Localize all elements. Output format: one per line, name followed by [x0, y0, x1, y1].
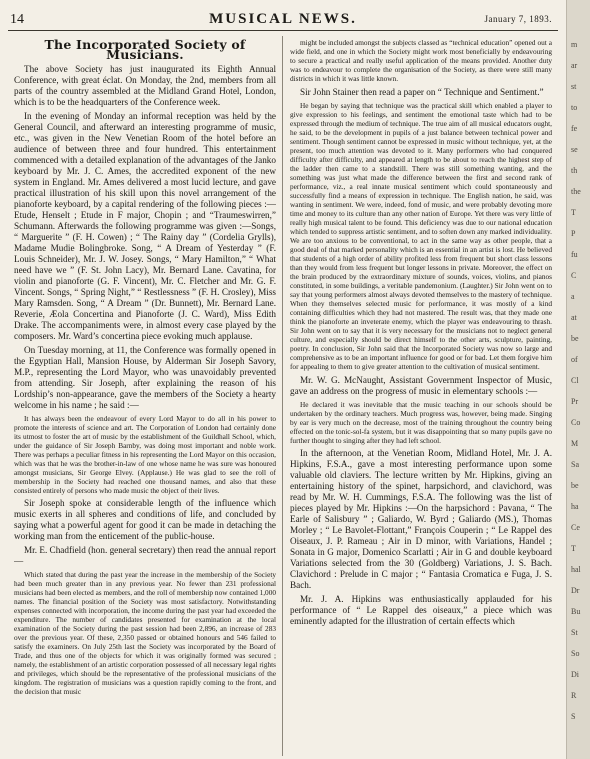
adjacent-page-fragment: Dr: [571, 586, 580, 595]
adjacent-page-fragment: Co: [571, 418, 581, 427]
paragraph: On Tuesday morning, at 11, the Conference was formally opened in the Egyptian Hall, Mansion House, by Alderman Sir Joseph Savory, M.P., representing the Lord Mayor, who was unavoidably prevented from attending. Sir Joseph, after explaining the reason of his Lordship’s non-appearance, gave the members of the Society a hearty welcome in his name ; he said :—: [14, 345, 276, 411]
adjacent-page-fragment: C: [571, 271, 577, 280]
masthead: MUSICAL NEWS.: [209, 11, 357, 27]
paragraph: The above Society has just inaugurated its Eighth Annual Conference, with great éclat. On Monday, the 2nd, members from all parts of the country assembled at the Midland Grand Hotel, London, which is to be the headquarters of the Conference week.: [14, 64, 276, 108]
left-column-body: [14, 64, 276, 696]
adjacent-page-fragment: R: [571, 691, 577, 700]
right-column: [290, 38, 552, 756]
adjacent-page-fragment: fu: [571, 250, 578, 259]
speaker-heading: Mr. W. G. McNaught, Assistant Government Inspector of Music, gave an address on the progress of music in elementary schools :—: [290, 375, 552, 396]
paragraph: He declared it was inevitable that the music teaching in our schools should be undertaken by the ordinary teachers. Much progress was, however, being made. Singing by ear is very much on the decrease, most of the training throughout the country being effected on the tonic-sol-fa system, but it was disappointing that so many pupils gave no further thought to singing after they had left school.: [290, 400, 552, 445]
adjacent-page-fragment: ha: [571, 502, 579, 511]
adjacent-page-fragment: of: [571, 355, 578, 364]
column-divider: [282, 36, 283, 756]
adjacent-page-fragment: se: [571, 145, 578, 154]
adjacent-page-fragment: Di: [571, 670, 579, 679]
page-number: 14: [10, 12, 24, 27]
paragraph: Sir Joseph spoke at considerable length of the influence which music exerts in all spheres and conditions of life, and concluded by saying what a powerful agent for good it can be made in detaching the working man from the enticement of the public-house.: [14, 498, 276, 542]
adjacent-page-fragment: at: [571, 313, 577, 322]
adjacent-page-fragment: P: [571, 229, 576, 238]
adjacent-page-fragment: Bu: [571, 607, 581, 616]
adjacent-page-fragment: be: [571, 334, 579, 343]
adjacent-page-fragment: T: [571, 544, 576, 553]
adjacent-page-fragment: be: [571, 481, 579, 490]
paragraph: Mr. E. Chadfield (hon. general secretary) then read the annual report—: [14, 545, 276, 567]
adjacent-page-fragment: Cl: [571, 376, 579, 385]
right-column-body: [290, 38, 552, 627]
adjacent-page-fragment: st: [571, 82, 577, 91]
adjacent-page-fragment: T: [571, 208, 576, 217]
adjacent-page-fragment: to: [571, 103, 578, 112]
paragraph: In the afternoon, at the Venetian Room, Midland Hotel, Mr. J. A. Hipkins, F.S.A., gave a most interesting performance upon some valuable old claviers. The lecture written by Mr. Hipkins, giving an entertaining history of the spinet, harpsichord, and clavichord, was read by Mr. W. H. Cummings, F.S.A. The following was the list of pieces played by Mr. Hipkins :—On the harpsichord : Pavana, “ The Earle of Salisbury ” ; Galiardo, W. Byrd ; Galiardo (MS.), Thomas Morley ; “ Le Bavolet-Flottant,” François Couperin ; “ Le Rappel des Oiseaux, J. P. Rameau ; Air in D minor, with Variations, Handel ; Sonata in G major, Domenico Scarlatti ; Air in G and double keyboard Variations selected from the 30 (Goldberg) Variations, J. S. Bach. Clavichord : Prelude in C major ; “ Fantasia Cromatica e Fuga, J. S. Bach.: [290, 448, 552, 590]
left-column: [14, 38, 276, 756]
adjacent-page-fragment: Ce: [571, 523, 580, 532]
paragraph: might be included amongst the subjects classed as “technical education” opened out a wide field, and one in which the Society might work most beneficially by endeavouring to secure a practical and really useful application of the means provided. Another duty was to endeavour to complete the organisation of the Society, as there were still many districts in which it was little known.: [290, 38, 552, 83]
page-header: [8, 10, 558, 31]
paragraph: He began by saying that technique was the practical skill which enabled a player to give expression to his feelings, and sentiment the emotional taste which had to be expressed through the medium of technique. The true aim of all musical educators ought, he said, to be the development in pupils of a just balance between technical power and sentiment. Though sentiment cannot be expressed in music without technique, yet, at the present, too much attention was devoted to it. Many performers who had conquered difficulty after difficulty, and appeared at length to be about to reach the highest step of the ladder then came to a standstill. There was still something wanting, and the something was just what made the difference between the first and second rank of performance, viz., a real innate musical sentiment which could spontaneously and successfully find a means of expression in technique. The English nation, he said, was wanting in sentiment. We were, indeed, fond of music, and were probably devoting more time and money to its culture than any other nation of Europe. Yet there was very little of really high musical talent to be found. This deficiency was due to our national education which tended to suppress artistic sentiment, and to soften down any marked individuality. We are too anxious to be conventional, to act in the same way as other people, that a good deal of that marked personality which is an essential in an artist is lost. He believed that students of a high order of ability profited less from frequent but short class lessons than they would from less frequent but longer lessons in private. Moreover, the effect on the brain produced by the extraordinary mixture of sounds, voices, violins, and pianos constituted, in some buildings, a veritable pandemonium. (Laughter.) Sir John went on to say that young performers almost always devoted themselves to the mastery of technique. When they themselves selected music for performance, it was mostly of a kind containing difficulties which they had not mastered. The result was, that they made one think the pianoforte an inveterate enemy, which the player was endeavouring to thrash. Sir John went on to say that it is very necessary for the musicians not to neglect general culture, and especially should be direct himself to the other arts, sculpture, painting, poetry. In conclusion, Sir John said that the Incorporated Society was now so large and comprehensive as to be an important influence for good or for bad. Let them forgive him for appealing to them to give greater attention to the cultivation of musical sentiment.: [290, 101, 552, 371]
adjacent-page-fragment: S: [571, 712, 576, 721]
paragraph: Which stated that during the past year the increase in the membership of the Society had been much greater than in any previous year. No fewer than 231 professional musicians had been elected as members, and the roll of membership now contained 1,000 names. The financial position of the Society was most satisfactory. Notwithstanding expenses connected with incorporation, the income during the past year had exceeded the expenditure. The number of candidates presented for examination at the local examination of the Society during the past session had been 2,896, an increase of 283 over the previous year. Of these, 2,350 passed or obtained honours and 546 failed to satisfy the examiners. On July 25th last the Society was incorporated by the Board of Trade, and thus one of the objects for which it was originally formed was secured ; namely, the establishment of an artistic corporation possessed of all necessary legal rights and privileges, which should be the representative of the professional musicians of the kingdom. The registration of musicians was a question rapidly coming to the front, and the decision that music: [14, 570, 276, 697]
adjacent-page-fragment: M: [571, 439, 579, 448]
adjacent-page-fragment: m: [571, 40, 578, 49]
adjacent-page-fragment: the: [571, 187, 581, 196]
paragraph: In the evening of Monday an informal reception was held by the General Council, and afterward an interesting programme of music, etc., was given in the New Venetian Room of the hotel before an audience of between three and four hundred. This entertainment commenced with a detailed explanation of the advantages of the Janko keyboard by Mr. J. C. Ames, the accredited exponent of the new system in England. Mr. Ames delivered a most lucid lecture, and gave practical illustration of his skill upon this novel arrangement of the pianoforte keyboard, by a capital rendering of the following pieces :—Etude, Henselt ; Etude in F major, Chopin ; and “Traumeswirren,” Schumann. Afterwards the following programme was given :—Songs, “ Marguerite ” (F. H. Cowen) ; “ The Rainy day ” (Cordelia Grylls), Madame Mudie Bolingbroke. Song, “ A Dream of Yesterday ” (F. Louis Schneider), Mr. J. W. Josey. Songs, “ Mary Hamilton,” “ What need have we ” (F. St. John Lacy), Mr. Bernard Lane. Cavatina, for violin and pianoforte (G. F. Vincent), Mr. C. Fletcher and Mr. G. F. Vincent. Songs, “ Spring Night,” “ Restlessness ” (F. H. Crosley), Miss Mary Ramsden. Song, “ A Dream ” (Dr. Bunnett), Mr. Bernard Lane. Reverie, Æola Concertina and Pianoforte (J. C. Ward), Miss Edith Drake. The accompaniments were, in almost every case played by the composers. Mr. Ward’s concertina piece evoking much applause.: [14, 111, 276, 342]
adjacent-page-fragment: So: [571, 649, 580, 658]
adjacent-page-fragment: Sa: [571, 460, 579, 469]
adjacent-page-fragment: fe: [571, 124, 578, 133]
paragraph: It has always been the endeavour of every Lord Mayor to do all in his power to promote the interests of science and art. The Corporation of London had certainly done its utmost to foster the art of music by the establishment of the Guildhall School, which, under the guidance of Sir Joseph Barnby, was doing most important and noble work. There was perhaps a peculiar fitness in his representing the Lord Mayor on this occasion, which was that he was the brother-in-law of one whose name he was sure was honoured amongst musicians, Sir George Elvey. (Applause.) He was glad to see the roll of membership in the Society had reached one thousand names, and also that these consisted entirely of persons who made music the object of their lives.: [14, 414, 276, 496]
article-title: The Incorporated Society of Musicians.: [44, 38, 246, 63]
adjacent-page-fragment: ar: [571, 61, 578, 70]
speaker-heading: Sir John Stainer then read a paper on “ Technique and Sentiment.”: [300, 87, 544, 97]
adjacent-page-fragment: Pr: [571, 397, 579, 406]
adjacent-page-edge: [566, 0, 590, 759]
issue-date: January 7, 1893.: [484, 14, 552, 24]
adjacent-page-fragment: a: [571, 292, 575, 301]
adjacent-page-fragment: th: [571, 166, 578, 175]
paragraph: Mr. J. A. Hipkins was enthusiastically applauded for his performance of “ Le Rappel des oiseaux,” a piece which was eminently adapted for the illustration of certain effects which: [290, 594, 552, 626]
adjacent-page-fragment: St: [571, 628, 578, 637]
adjacent-page-fragment: hal: [571, 565, 581, 574]
